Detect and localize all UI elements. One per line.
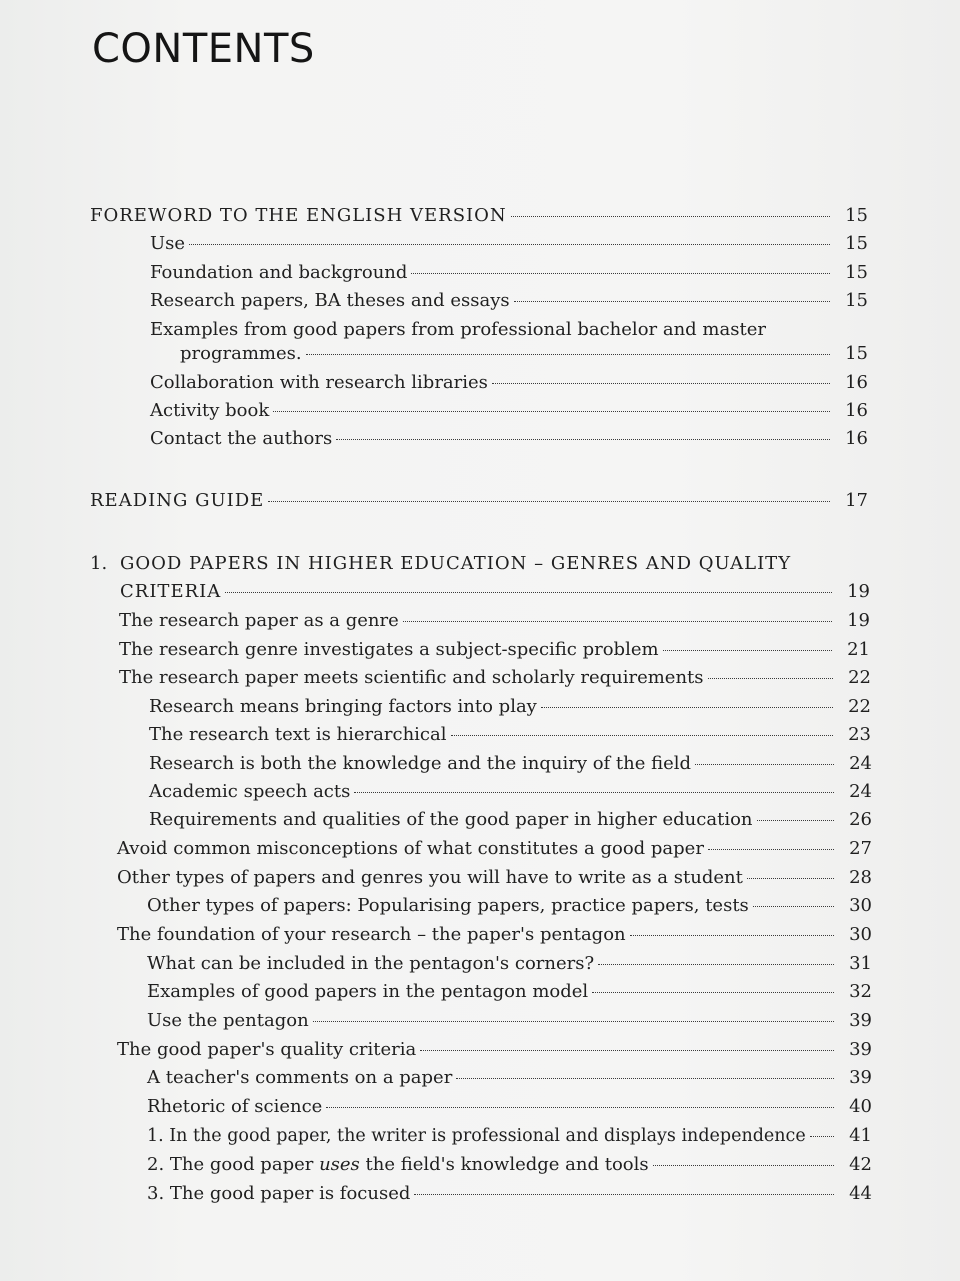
- toc-page-number: 15: [845, 343, 868, 364]
- toc-entry[interactable]: [150, 289, 868, 313]
- toc-page-number: 19: [847, 581, 870, 602]
- dot-leader: [630, 935, 834, 936]
- toc-label: Research papers, BA theses and essays: [150, 290, 510, 311]
- dot-leader: [492, 383, 830, 384]
- toc-page-number: 26: [849, 809, 872, 830]
- dot-leader: [414, 1194, 834, 1195]
- dot-leader: [354, 792, 834, 793]
- toc-label: Collaboration with research libraries: [150, 372, 488, 393]
- toc-label: Other types of papers and genres you will have to write as a student: [117, 867, 743, 888]
- toc-page-number: 30: [849, 895, 872, 916]
- toc-page-number: 23: [848, 724, 871, 745]
- toc-entry[interactable]: [149, 780, 872, 804]
- toc-label: 3. The good paper is focused: [147, 1183, 411, 1204]
- toc-entry[interactable]: [150, 427, 868, 451]
- dot-leader: [541, 707, 833, 708]
- toc-entry[interactable]: [117, 837, 872, 861]
- toc-entry[interactable]: [147, 1124, 872, 1148]
- dot-leader: [747, 878, 834, 879]
- toc-label: Foundation and background: [150, 262, 408, 283]
- toc-page-number: 15: [845, 290, 868, 311]
- toc-entry[interactable]: [147, 1182, 872, 1206]
- toc-entry[interactable]: [147, 1009, 872, 1033]
- toc-entry[interactable]: [147, 1066, 872, 1090]
- toc-entry[interactable]: [149, 808, 872, 832]
- toc-label: The research paper as a genre: [119, 610, 399, 631]
- toc-page-number: 16: [845, 372, 868, 393]
- toc-entry[interactable]: [147, 952, 872, 976]
- toc-entry-chapter1[interactable]: [120, 580, 870, 604]
- toc-label: Requirements and qualities of the good paper in higher education: [149, 809, 753, 830]
- dot-leader: [268, 501, 830, 502]
- toc-entry[interactable]: [150, 232, 868, 256]
- toc-label: What can be included in the pentagon's corners?: [147, 953, 595, 974]
- dot-leader: [313, 1021, 834, 1022]
- toc-page-number: 41: [849, 1125, 872, 1146]
- toc-page-number: 39: [849, 1039, 872, 1060]
- dot-leader: [598, 964, 834, 965]
- dot-leader: [653, 1165, 834, 1166]
- toc-label: The foundation of your research – the paper's pentagon: [117, 924, 626, 945]
- toc-page-number: 30: [849, 924, 872, 945]
- dot-leader: [189, 244, 830, 245]
- dot-leader: [708, 849, 834, 850]
- toc-label: Use the pentagon: [147, 1010, 309, 1031]
- toc-entry[interactable]: [150, 371, 868, 395]
- dot-leader: [326, 1107, 834, 1108]
- toc-entry[interactable]: [119, 666, 871, 690]
- dot-leader: [592, 992, 834, 993]
- toc-page-number: 28: [849, 867, 872, 888]
- toc-label: programmes.: [180, 343, 302, 364]
- toc-page-number: 21: [847, 639, 870, 660]
- toc-page-number: 15: [845, 205, 868, 226]
- toc-label: CRITERIA: [120, 581, 222, 602]
- toc-label: 1. In the good paper, the writer is professional and displays independence: [147, 1126, 806, 1146]
- toc-page-number: 39: [849, 1067, 872, 1088]
- toc-label: Avoid common misconceptions of what constitutes a good paper: [117, 838, 704, 859]
- dot-leader: [663, 650, 832, 651]
- toc-entry[interactable]: [150, 261, 868, 285]
- toc-page-number: 15: [845, 233, 868, 254]
- toc-label: The research genre investigates a subject-specific problem: [119, 639, 659, 660]
- toc-label: Activity book: [150, 400, 270, 421]
- toc-page-number: 24: [849, 781, 872, 802]
- dot-leader: [810, 1136, 834, 1137]
- dot-leader: [420, 1050, 834, 1051]
- toc-entry[interactable]: [119, 609, 870, 633]
- page-title: CONTENTS: [92, 26, 315, 72]
- dot-leader: [511, 216, 830, 217]
- toc-entry[interactable]: [149, 723, 871, 747]
- toc-page-number: 15: [845, 262, 868, 283]
- toc-page-number: 44: [849, 1183, 872, 1204]
- toc-page-number: 27: [849, 838, 872, 859]
- dot-leader: [753, 906, 834, 907]
- toc-label: Research is both the knowledge and the inquiry of the field: [149, 753, 692, 774]
- chapter-title-line1[interactable]: GOOD PAPERS IN HIGHER EDUCATION – GENRES AND QUALITY: [120, 553, 792, 574]
- toc-label: Contact the authors: [150, 428, 333, 449]
- dot-leader: [336, 439, 830, 440]
- toc-label: Examples of good papers in the pentagon model: [147, 981, 589, 1002]
- toc-label: The research text is hierarchical: [149, 724, 447, 745]
- dot-leader: [757, 820, 834, 821]
- toc-entry[interactable]: [147, 980, 872, 1004]
- toc-label-line1[interactable]: Examples from good papers from professional bachelor and master: [150, 319, 766, 340]
- toc-page-number: 22: [848, 696, 871, 717]
- toc-label-part: 2. The good paper: [147, 1154, 320, 1175]
- toc-label: Academic speech acts: [149, 781, 351, 802]
- toc-page-number: 39: [849, 1010, 872, 1031]
- toc-label: Rhetoric of science: [147, 1096, 323, 1117]
- toc-label: READING GUIDE: [90, 490, 265, 511]
- toc-label: The research paper meets scientific and scholarly requirements: [119, 667, 704, 688]
- toc-label: Other types of papers: Popularising papers, practice papers, tests: [147, 895, 749, 916]
- dot-leader: [225, 592, 832, 593]
- toc-entry[interactable]: [147, 894, 872, 918]
- toc-entry[interactable]: [147, 1153, 872, 1177]
- toc-label: A teacher's comments on a paper: [147, 1067, 453, 1088]
- dot-leader: [451, 735, 833, 736]
- dot-leader: [306, 354, 830, 355]
- chapter-number: 1.: [90, 553, 108, 574]
- toc-entry[interactable]: [149, 752, 872, 776]
- toc-label: Use: [150, 233, 186, 254]
- toc-page-number: 42: [849, 1154, 872, 1175]
- toc-label: The good paper's quality criteria: [117, 1039, 417, 1060]
- dot-leader: [695, 764, 834, 765]
- toc-page-number: 17: [845, 490, 868, 511]
- toc-label: Research means bringing factors into play: [149, 696, 537, 717]
- dot-leader: [708, 678, 833, 679]
- toc-page-number: 31: [849, 953, 872, 974]
- dot-leader: [514, 301, 830, 302]
- toc-entry-foreword[interactable]: [90, 204, 868, 228]
- dot-leader: [403, 621, 832, 622]
- toc-page-number: 32: [849, 981, 872, 1002]
- toc-page-number: 40: [849, 1096, 872, 1117]
- dot-leader: [273, 411, 830, 412]
- toc-entry[interactable]: [117, 866, 872, 890]
- toc-entry[interactable]: [180, 342, 868, 366]
- toc-page-number: 16: [845, 400, 868, 421]
- toc-entry[interactable]: [147, 1095, 872, 1119]
- toc-entry-reading-guide[interactable]: [90, 489, 868, 513]
- toc-entry[interactable]: [149, 695, 871, 719]
- toc-label-emphasis: uses: [319, 1154, 360, 1175]
- toc-entry[interactable]: [117, 1038, 872, 1062]
- dot-leader: [456, 1078, 834, 1079]
- toc-entry[interactable]: [119, 638, 870, 662]
- toc-label: FOREWORD TO THE ENGLISH VERSION: [90, 205, 507, 226]
- toc-entry[interactable]: [150, 399, 868, 423]
- dot-leader: [411, 273, 830, 274]
- toc-page-number: 22: [848, 667, 871, 688]
- toc-entry[interactable]: [117, 923, 872, 947]
- toc-label: [147, 1153, 649, 1177]
- toc-page-number: 16: [845, 428, 868, 449]
- toc-page-number: 19: [847, 610, 870, 631]
- toc-label-part: the field's knowledge and tools: [359, 1154, 649, 1175]
- toc-page-number: 24: [849, 753, 872, 774]
